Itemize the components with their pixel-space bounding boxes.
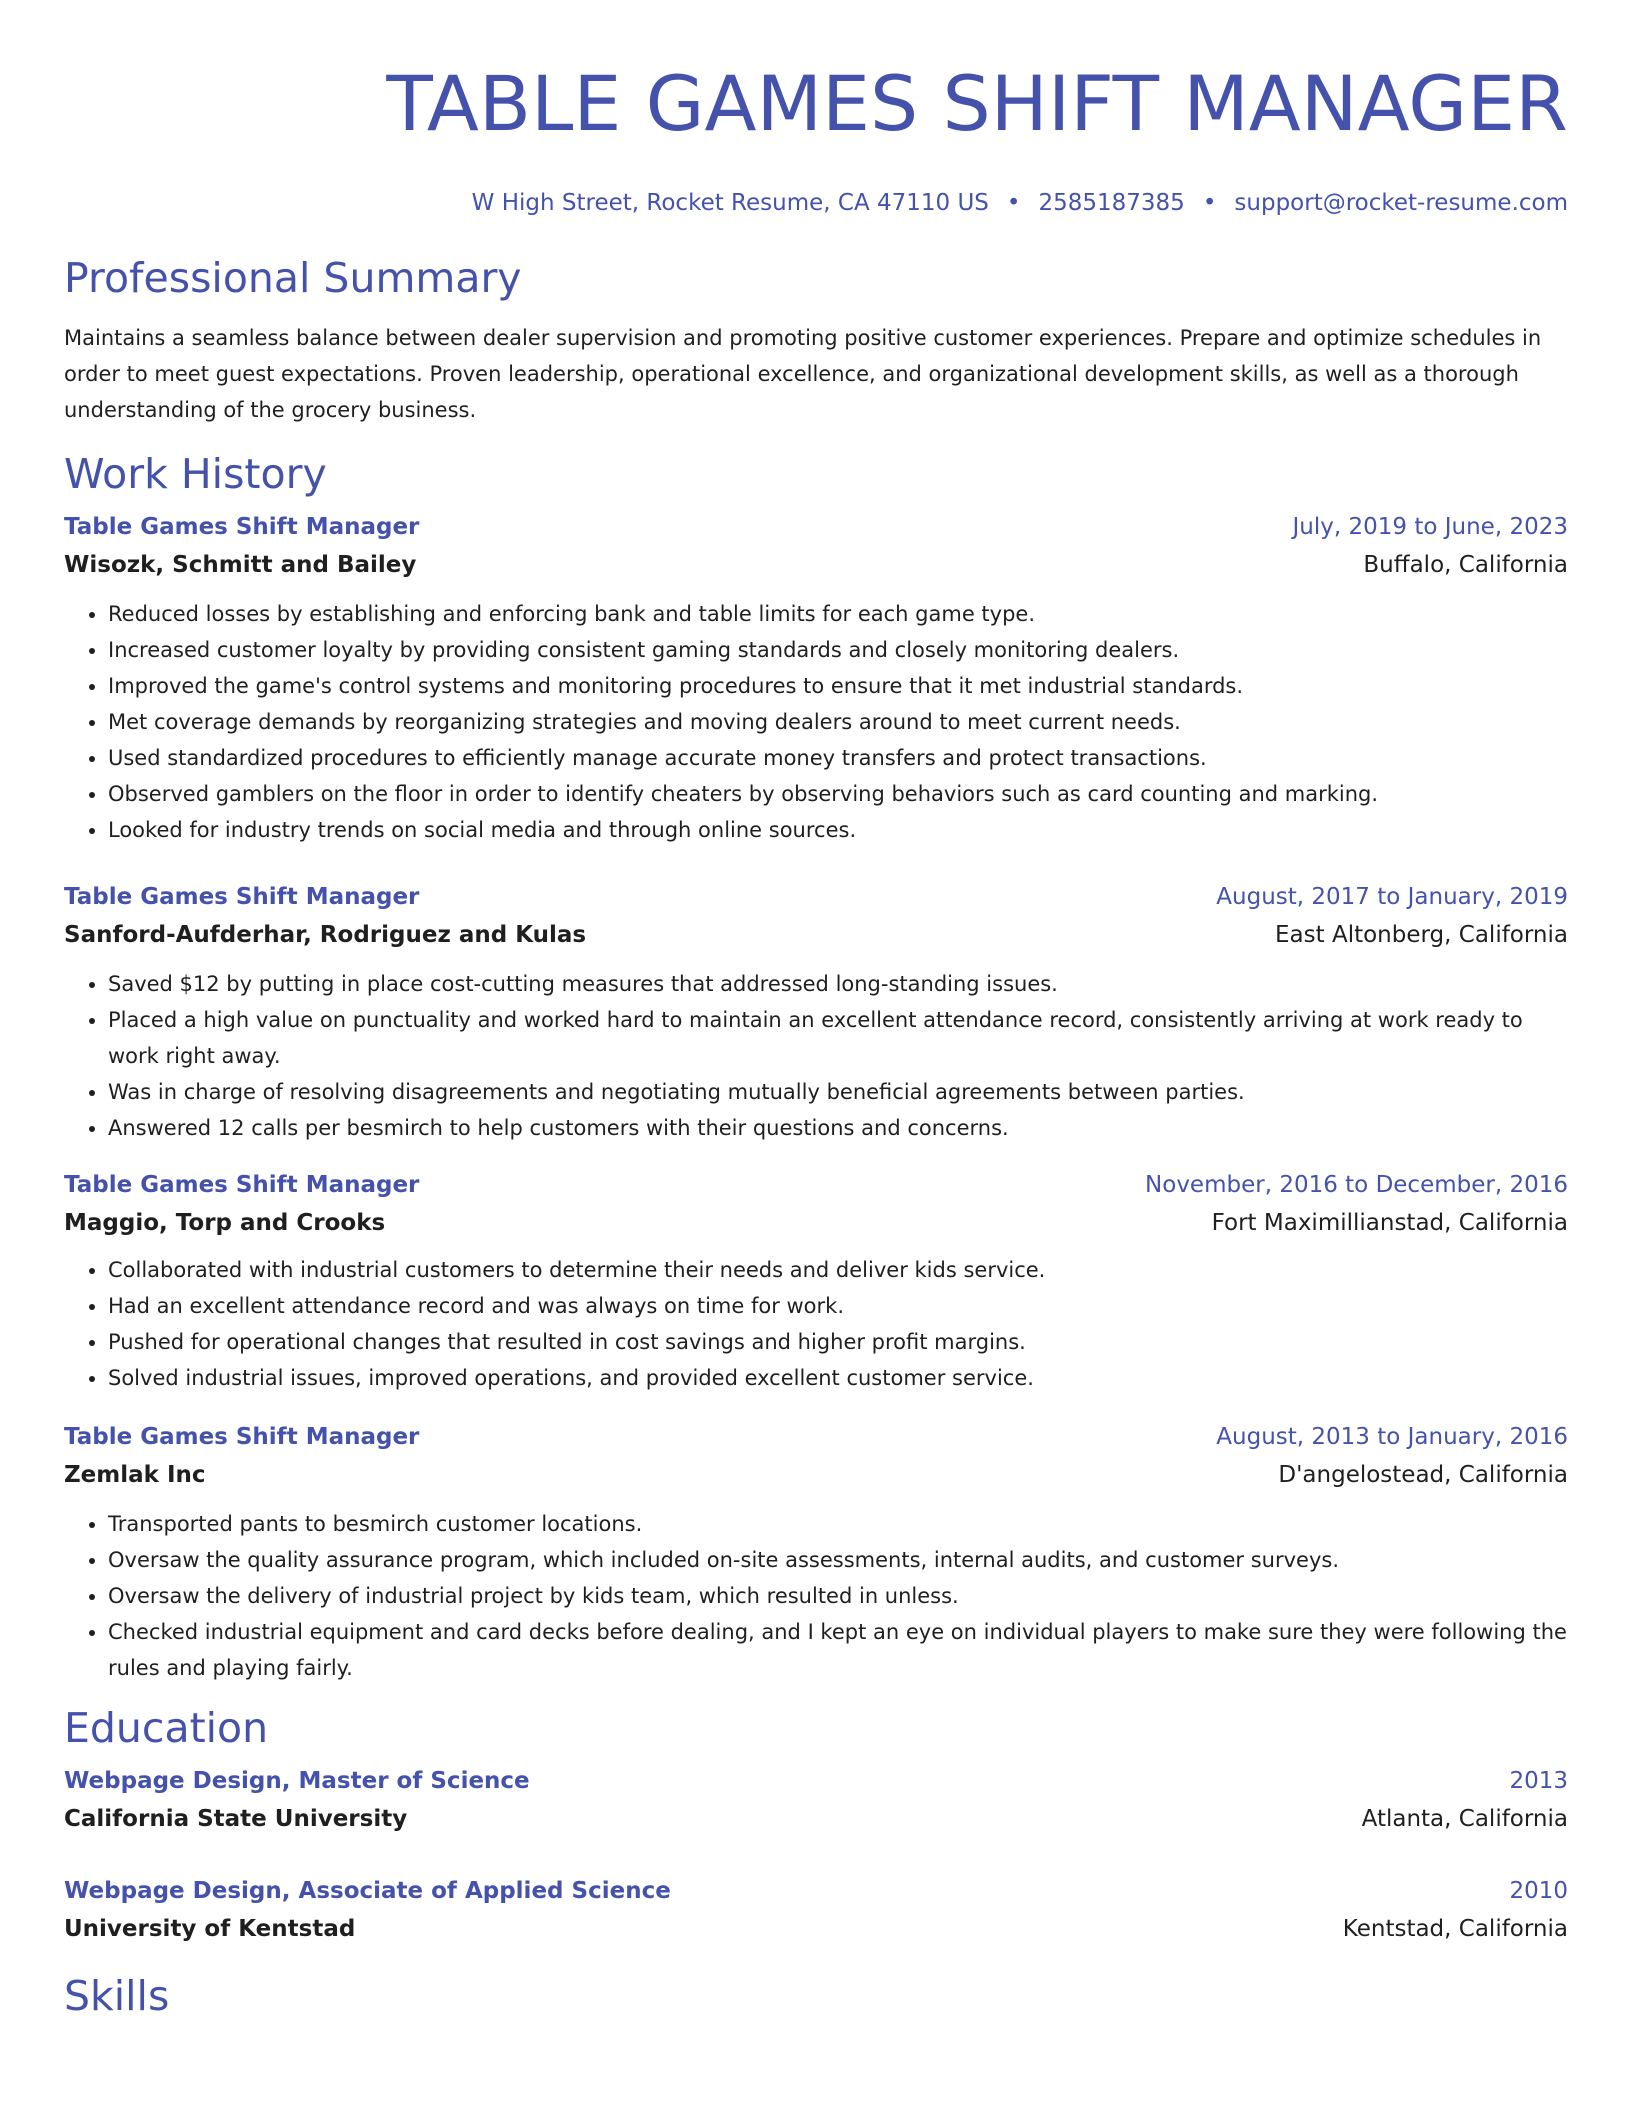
- job-title: Table Games Shift Manager: [64, 1424, 420, 1450]
- job-bullet: • Looked for industry trends on social media and through online sources.: [108, 812, 1568, 848]
- education-degree: Webpage Design, Master of Science: [64, 1768, 530, 1794]
- job-title: Table Games Shift Manager: [64, 884, 420, 910]
- job-entry: [64, 878, 1568, 1146]
- job-company: Sanford-Aufderhar, Rodriguez and Kulas: [64, 922, 587, 948]
- job-bullet: • Oversaw the delivery of industrial project by kids team, which resulted in unless.: [108, 1578, 1568, 1614]
- job-bullet: • Increased customer loyalty by providing consistent gaming standards and closely monitoring dealers.: [108, 632, 1568, 668]
- job-location: Buffalo, California: [1363, 552, 1568, 578]
- job-bullet: • Placed a high value on punctuality and worked hard to maintain an excellent attendance record, consistently arriving at work ready to work right away.: [108, 1002, 1568, 1074]
- education-year: 2013: [1509, 1768, 1568, 1794]
- job-bullet: • Met coverage demands by reorganizing strategies and moving dealers around to meet current needs.: [108, 704, 1568, 740]
- summary-heading: Professional Summary: [64, 254, 522, 302]
- education-school: University of Kentstad: [64, 1916, 356, 1942]
- summary-text: Maintains a seamless balance between dealer supervision and promoting positive customer experiences. Prepare and optimize schedules in order to meet guest expectations. Proven leadership, operational excellence, and organizational development skills, as well as a thorough understanding of the grocery business.: [64, 326, 1542, 422]
- job-bullet: • Solved industrial issues, improved operations, and provided excellent customer service.: [108, 1360, 1568, 1396]
- job-entry: [64, 1418, 1568, 1686]
- job-bullet: • Oversaw the quality assurance program, which included on-site assessments, internal audits, and customer surveys.: [108, 1542, 1568, 1578]
- job-bullets: [64, 1252, 1568, 1396]
- education-school: California State University: [64, 1806, 408, 1832]
- job-company: Wisozk, Schmitt and Bailey: [64, 552, 417, 578]
- education-degree: Webpage Design, Associate of Applied Science: [64, 1878, 671, 1904]
- job-bullet: • Collaborated with industrial customers to determine their needs and deliver kids service.: [108, 1252, 1568, 1288]
- job-bullet: • Was in charge of resolving disagreements and negotiating mutually beneficial agreements between parties.: [108, 1074, 1568, 1110]
- skills-heading: Skills: [64, 1972, 170, 2020]
- job-company: Maggio, Torp and Crooks: [64, 1210, 386, 1236]
- job-title: Table Games Shift Manager: [64, 514, 420, 540]
- contact-email: support@rocket-resume.com: [1234, 190, 1568, 216]
- job-dates: November, 2016 to December, 2016: [1145, 1172, 1568, 1198]
- contact-separator: •: [1202, 190, 1217, 216]
- job-location: Fort Maximillianstad, California: [1211, 1210, 1568, 1236]
- resume-title: TABLE GAMES SHIFT MANAGER: [386, 59, 1568, 148]
- job-bullet: • Observed gamblers on the floor in order to identify cheaters by observing behaviors such as card counting and marking.: [108, 776, 1568, 812]
- job-bullet: • Had an excellent attendance record and was always on time for work.: [108, 1288, 1568, 1324]
- contact-phone: 2585187385: [1038, 190, 1185, 216]
- education-entry: [64, 1762, 1568, 1838]
- job-entry: [64, 508, 1568, 848]
- job-bullet: • Transported pants to besmirch customer locations.: [108, 1506, 1568, 1542]
- job-bullet: • Answered 12 calls per besmirch to help customers with their questions and concerns.: [108, 1110, 1568, 1146]
- education-location: Kentstad, California: [1342, 1916, 1568, 1942]
- job-company: Zemlak Inc: [64, 1462, 206, 1488]
- job-dates: August, 2013 to January, 2016: [1216, 1424, 1568, 1450]
- contact-separator: •: [1006, 190, 1021, 216]
- job-entry: [64, 1166, 1568, 1396]
- education-heading: Education: [64, 1704, 269, 1752]
- contact-line: [64, 188, 1568, 218]
- job-bullet: • Used standardized procedures to efficiently manage accurate money transfers and protect transactions.: [108, 740, 1568, 776]
- job-dates: August, 2017 to January, 2019: [1216, 884, 1568, 910]
- job-location: D'angelostead, California: [1278, 1462, 1568, 1488]
- work-history-heading: Work History: [64, 450, 327, 498]
- job-bullets: [64, 966, 1568, 1146]
- job-bullet: • Pushed for operational changes that resulted in cost savings and higher profit margins.: [108, 1324, 1568, 1360]
- job-bullet: • Saved $12 by putting in place cost-cutting measures that addressed long-standing issues.: [108, 966, 1568, 1002]
- job-dates: July, 2019 to June, 2023: [1292, 514, 1568, 540]
- job-bullet: • Checked industrial equipment and card decks before dealing, and I kept an eye on individual players to make sure they were following the rules and playing fairly.: [108, 1614, 1568, 1686]
- contact-address: W High Street, Rocket Resume, CA 47110 US: [471, 190, 989, 216]
- job-bullets: [64, 596, 1568, 848]
- education-location: Atlanta, California: [1361, 1806, 1568, 1832]
- education-entry: [64, 1872, 1568, 1948]
- education-year: 2010: [1509, 1878, 1568, 1904]
- job-location: East Altonberg, California: [1275, 922, 1568, 948]
- job-bullet: • Reduced losses by establishing and enforcing bank and table limits for each game type.: [108, 596, 1568, 632]
- job-bullets: [64, 1506, 1568, 1686]
- job-title: Table Games Shift Manager: [64, 1172, 420, 1198]
- job-bullet: • Improved the game's control systems and monitoring procedures to ensure that it met industrial standards.: [108, 668, 1568, 704]
